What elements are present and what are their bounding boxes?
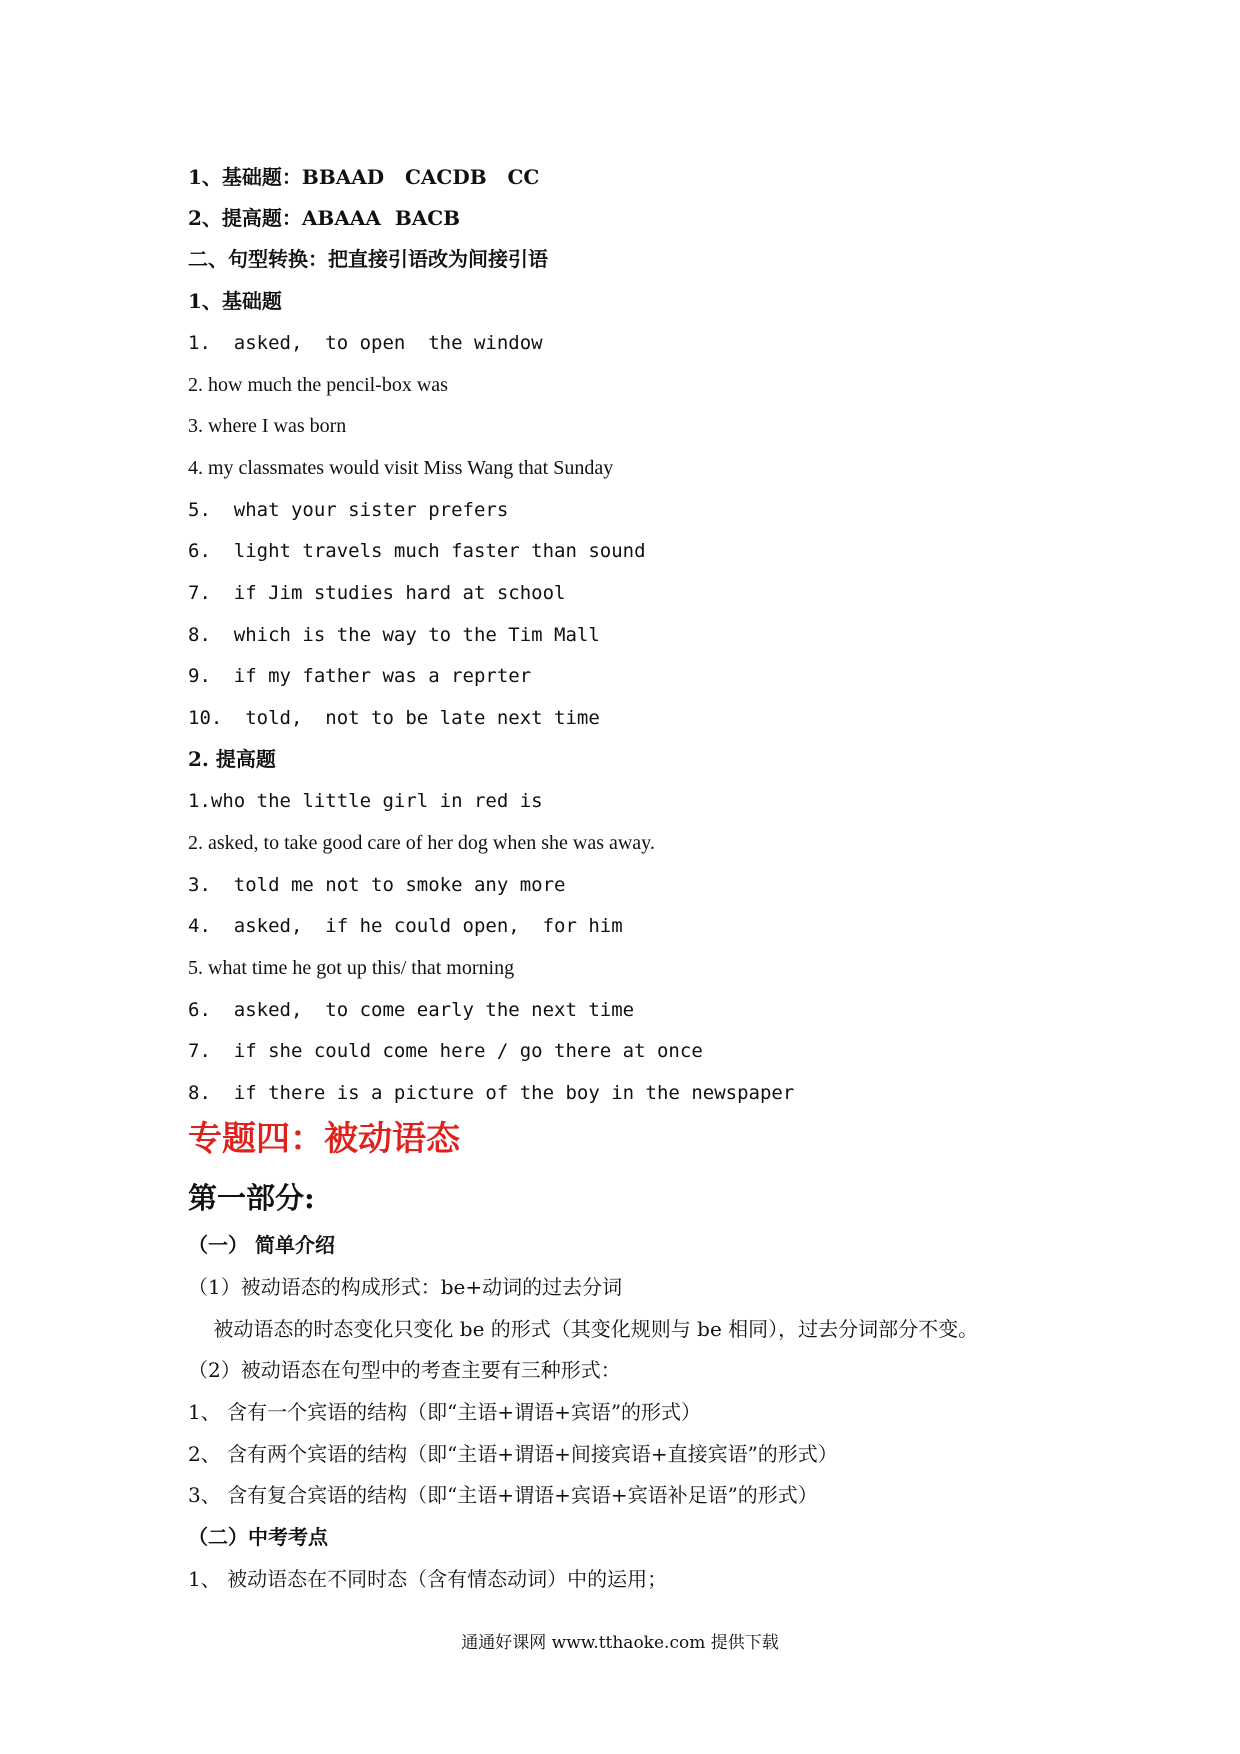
list-item: 5. what time he got up this/ that morning — [188, 957, 515, 979]
list-item: 7. if she could come here / go there at once — [188, 1040, 703, 1062]
answer-basic: 1、基础题：BBAAD CACDB CC — [188, 165, 540, 189]
exam-line: 1、 被动语态在不同时态（含有情态动词）中的运用； — [188, 1567, 668, 1591]
list-item: 6. light travels much faster than sound — [188, 540, 646, 562]
list-item: 7. if Jim studies hard at school — [188, 582, 566, 604]
answer-advanced: 2、提高题：ABAAA BACB — [188, 206, 461, 230]
list-item: 5. what your sister prefers — [188, 499, 509, 521]
list-item: 10. told, not to be late next time — [188, 707, 600, 729]
list-item: 2. how much the pencil-box was — [188, 374, 448, 396]
list-item: 1. asked, to open the window — [188, 332, 543, 354]
basic-title: 1、基础题 — [188, 289, 282, 313]
intro-line: 2、 含有两个宾语的结构（即“主语+谓语+间接宾语+直接宾语”的形式） — [188, 1442, 838, 1466]
list-item: 8. which is the way to the Tim Mall — [188, 624, 600, 646]
list-item: 6. asked, to come early the next time — [188, 999, 635, 1021]
intro-line: （1）被动语态的构成形式：be+动词的过去分词 — [188, 1275, 623, 1299]
intro-line: 1、 含有一个宾语的结构（即“主语+谓语+宾语”的形式） — [188, 1400, 702, 1424]
intro-line: （2）被动语态在句型中的考查主要有三种形式： — [188, 1358, 621, 1382]
list-item: 4. my classmates would visit Miss Wang that Sunday — [188, 457, 614, 479]
list-item: 3. told me not to smoke any more — [188, 874, 566, 896]
intro-line: 3、 含有复合宾语的结构（即“主语+谓语+宾语+宾语补足语”的形式） — [188, 1483, 818, 1507]
list-item: 9. if my father was a reprter — [188, 665, 532, 687]
intro-line: 被动语态的时态变化只变化 be 的形式（其变化规则与 be 相同），过去分词部分不变。 — [188, 1317, 979, 1341]
page-footer: 通通好课网 www.tthaoke.com 提供下载 — [461, 1633, 779, 1653]
exam-title: （二）中考考点 — [188, 1525, 328, 1549]
list-item: 3. where I was born — [188, 415, 347, 437]
part-heading: 第一部分: — [188, 1181, 315, 1215]
list-item: 2. asked, to take good care of her dog when she was away. — [188, 832, 655, 854]
list-item: 8. if there is a picture of the boy in the newspaper — [188, 1082, 795, 1104]
list-item: 1.who the little girl in red is — [188, 790, 543, 812]
section-title: 二、句型转换：把直接引语改为间接引语 — [188, 247, 548, 271]
list-item: 4. asked, if he could open, for him — [188, 915, 623, 937]
intro-title: （一） 简单介绍 — [188, 1233, 335, 1257]
advanced-title: 2. 提高题 — [188, 747, 276, 771]
topic-title: 专题四：被动语态 — [188, 1119, 460, 1159]
